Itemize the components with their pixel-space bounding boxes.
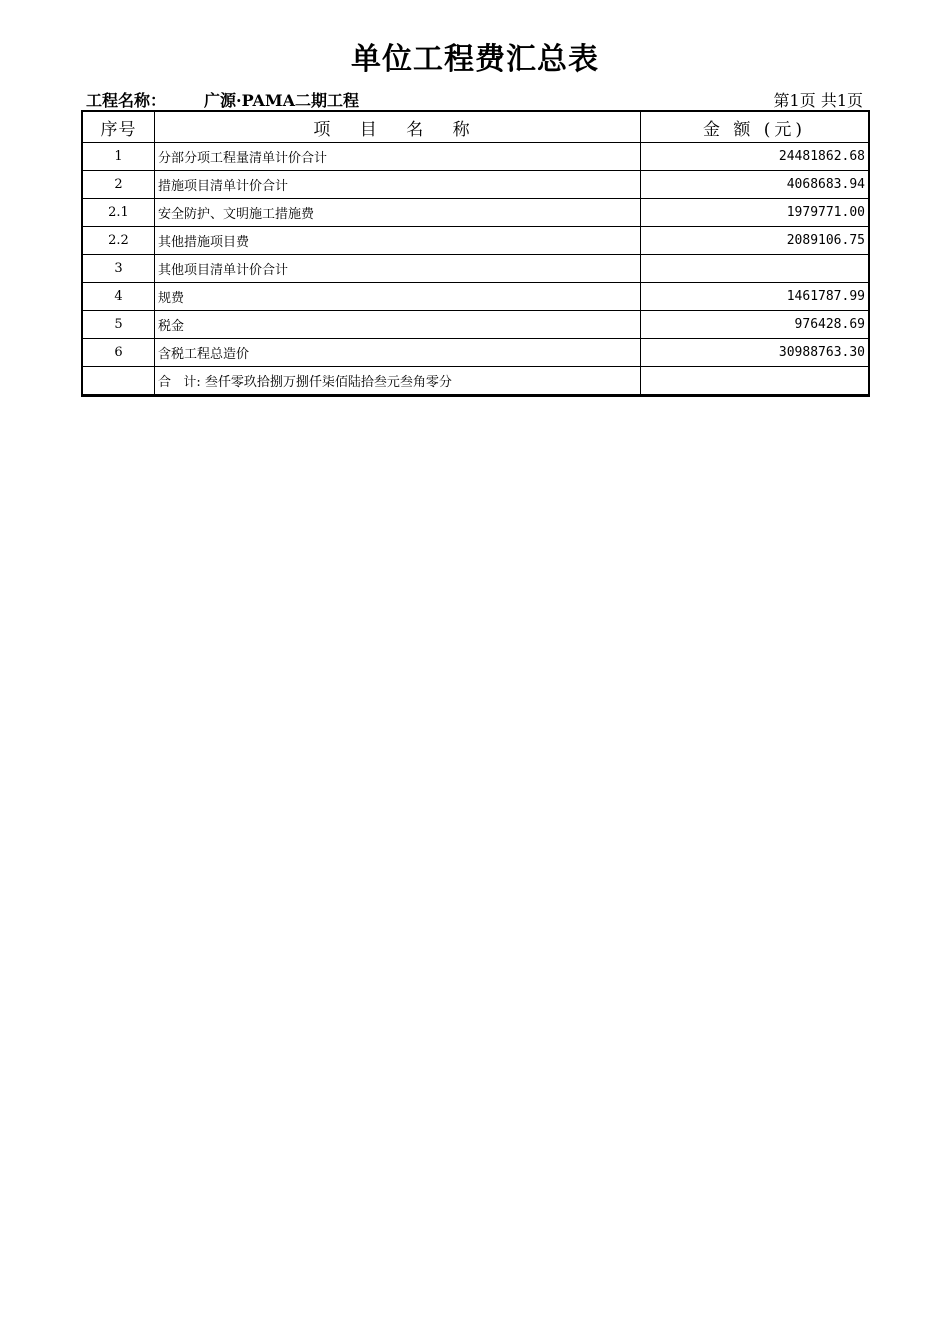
header-no: 序号 [83,112,155,143]
cost-summary-table [82,111,869,396]
header-amount: 金 额 (元) [641,112,869,143]
table-row [83,311,869,339]
table-row [83,227,869,255]
row-no: 6 [83,339,155,367]
table-row [83,255,869,283]
row-amount [641,255,869,283]
row-no: 2 [83,171,155,199]
total-no [83,367,155,395]
row-no: 4 [83,283,155,311]
row-name: 安全防护、文明施工措施费 [155,199,641,227]
table-header-row [83,112,869,143]
table-row [83,339,869,367]
row-no: 5 [83,311,155,339]
row-amount: 4068683.94 [641,171,869,199]
row-name: 分部分项工程量清单计价合计 [155,143,641,171]
project-name-value: 广源·PAMA二期工程 [204,91,359,110]
row-amount: 1979771.00 [641,199,869,227]
table-row [83,171,869,199]
row-amount: 2089106.75 [641,227,869,255]
row-amount: 30988763.30 [641,339,869,367]
row-name: 其他项目清单计价合计 [155,255,641,283]
total-amount-in-words: 合 计: 叁仟零玖拾捌万捌仟柒佰陆拾叁元叁角零分 [155,367,641,395]
page-number: 第1页 共1页 [773,91,863,110]
row-name: 税金 [155,311,641,339]
row-no: 1 [83,143,155,171]
table-row [83,199,869,227]
row-no: 3 [83,255,155,283]
row-amount: 976428.69 [641,311,869,339]
total-amount [641,367,869,395]
row-name: 措施项目清单计价合计 [155,171,641,199]
total-row [83,367,869,395]
row-name: 含税工程总造价 [155,339,641,367]
row-no: 2.2 [83,227,155,255]
table-row [83,283,869,311]
row-name: 规费 [155,283,641,311]
row-amount: 1461787.99 [641,283,869,311]
project-name-label: 工程名称： [86,91,167,110]
table-row [83,143,869,171]
project-info-row [84,88,865,110]
page-title: 单位工程费汇总表 [351,42,599,77]
row-no: 2.1 [83,199,155,227]
row-amount: 24481862.68 [641,143,869,171]
row-name: 其他措施项目费 [155,227,641,255]
header-name: 项 目 名 称 [155,112,641,143]
